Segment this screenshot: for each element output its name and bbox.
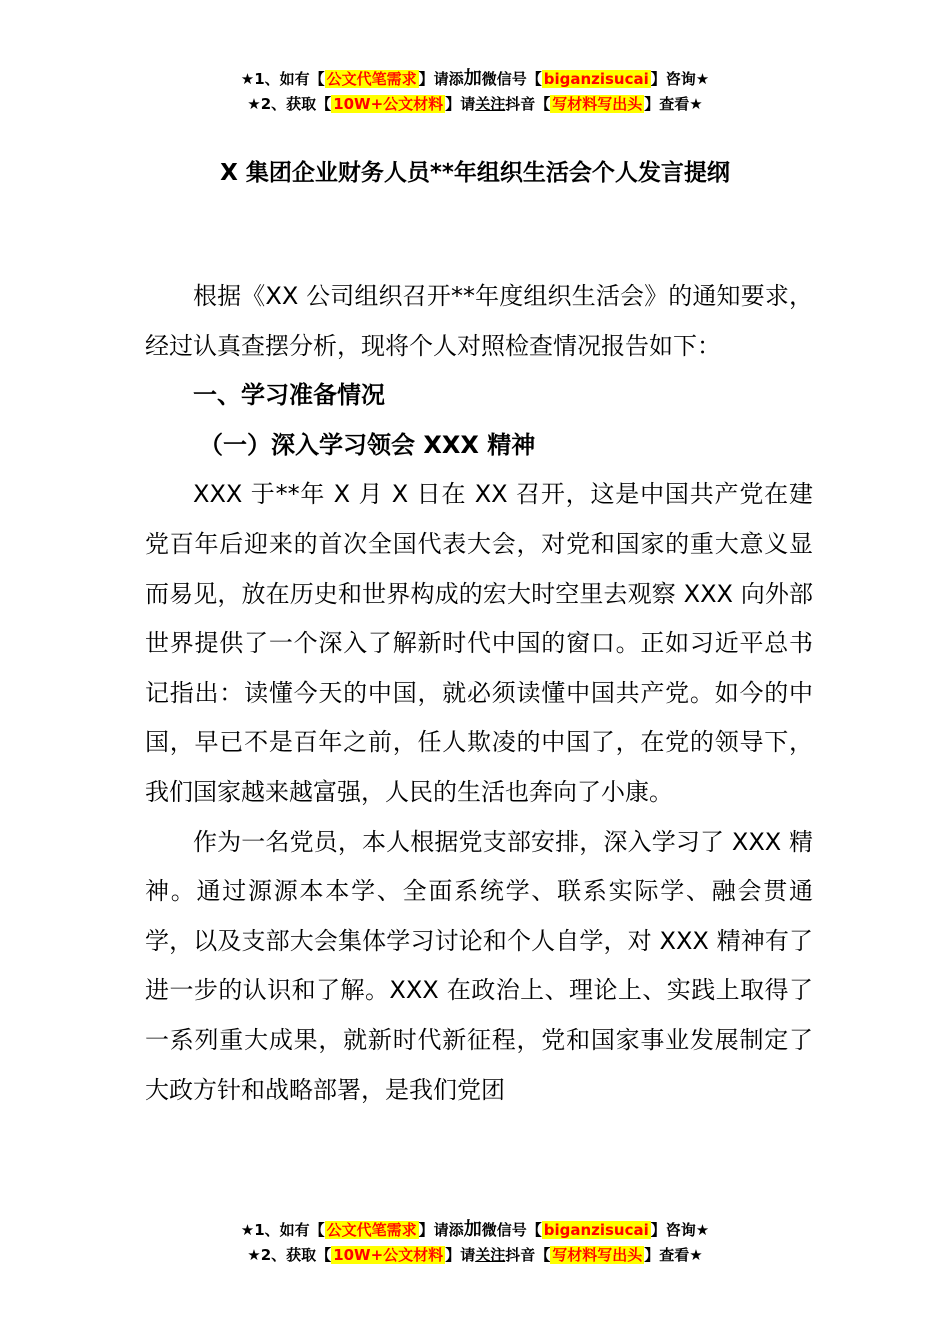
subsection-heading: （一）深入学习领会 XXX 精神 xyxy=(199,430,536,459)
highlight-service: 公文代笔需求 xyxy=(326,70,417,88)
header-line-2: ★2、获取【 10W+公文材料 】请关注抖音【 写材料写出头 】查看★ xyxy=(247,95,703,113)
highlight-materials: 10W+公文材料 xyxy=(333,95,444,113)
highlight-wechat-id: biganzisucai xyxy=(543,1221,649,1239)
intro-paragraph: 根据《XX 公司组织召开**年度组织生活会》的通知要求，经过认真查摆分析，现将个人对照检查情况报告如下： xyxy=(145,282,813,360)
highlight-douyin-id: 写材料写出头 xyxy=(552,95,643,113)
header-line-1: ★1、如有【 公文代笔需求 】请添加微信号【 biganzisucai 】咨询★ xyxy=(240,68,710,89)
highlight-materials: 10W+公文材料 xyxy=(333,1246,444,1264)
body-paragraph-1: XXX 于**年 X 月 X 日在 XX 召开，这是中国共产党在建党百年后迎来的首次全国代表大会，对党和国家的重大意义显而易见，放在历史和世界构成的宏大时空里去观察 XXX 向外部世界提供了一个深入了解新时代中国的窗口。正如习近平总书记指出：读懂今天的中国，就必须读懂中国共产党。如今的中国，早已不是百年之前，任人欺凌的中国了，在党的领导下，我们国家越来越富强，人民的生活也奔向了小康。 xyxy=(145,480,813,806)
highlight-wechat-id: biganzisucai xyxy=(543,70,649,88)
body-paragraph-2: 作为一名党员，本人根据党支部安排，深入学习了 XXX 精神。通过源源本本学、全面系统学、联系实际学、融会贯通学，以及支部大会集体学习讨论和个人自学，对 XXX 精神有了进一步的认识和了解。XXX 在政治上、理论上、实践上取得了一系列重大成果，就新时代新征程，党和国家事业发展制定了大政方针和战略部署，是我们党团 xyxy=(145,827,813,1104)
header-banner xyxy=(0,66,950,117)
highlight-service: 公文代笔需求 xyxy=(326,1221,417,1239)
section-heading: 一、学习准备情况 xyxy=(193,381,385,410)
footer-banner xyxy=(0,1217,950,1268)
highlight-douyin-id: 写材料写出头 xyxy=(552,1246,643,1264)
document-body xyxy=(145,272,813,1115)
document-title: X 集团企业财务人员**年组织生活会个人发言提纲 xyxy=(220,160,730,186)
footer-line-2: ★2、获取【 10W+公文材料 】请关注抖音【 写材料写出头 】查看★ xyxy=(247,1246,703,1264)
footer-line-1: ★1、如有【 公文代笔需求 】请添加微信号【 biganzisucai 】咨询★ xyxy=(240,1219,710,1240)
